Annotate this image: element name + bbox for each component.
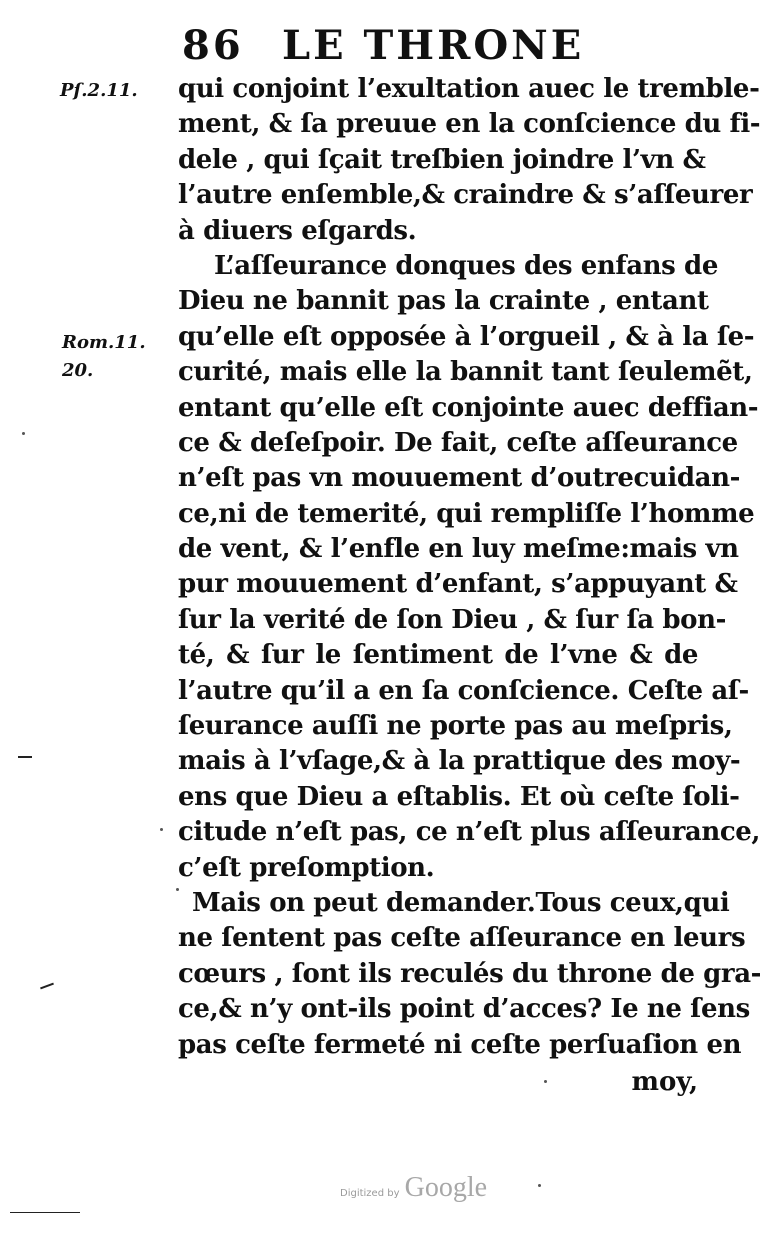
text-line: n’eſt pas vn mouuement d’outrecuidan-	[178, 463, 740, 494]
text-line: dele , qui ſçait treſbien joindre l’vn &	[178, 144, 706, 175]
text-line: à diuers eſgards.	[178, 215, 417, 246]
text-line: ce,ni de temerité, qui rempliſſe l’homme	[178, 498, 755, 529]
text-line: de vent, & l’enfle en luy meſme:mais vn	[178, 534, 739, 565]
text-line: mais à l’vſage,& à la prattique des moy-	[178, 746, 741, 777]
text-line: l’autre qu’il a en ſa conſcience. Ceſte aſ-	[178, 675, 749, 706]
text-line: ens que Dieu a eſtablis. Et où ceſte ſoli-	[178, 781, 740, 812]
text-line: pas ceſte fermeté ni ceſte perſuaſion en	[178, 1029, 742, 1060]
text-line: qui conjoint l’exultation auec le tremble-	[178, 74, 760, 104]
scan-speck	[538, 1184, 541, 1187]
body-text	[178, 72, 762, 1063]
digitized-by-label: Digitized by	[340, 1188, 400, 1199]
margin-note-romans: Rom.11.	[62, 332, 146, 353]
text-line: ment, & ſa preuue en la conſcience du fi-	[178, 109, 761, 140]
running-title: LE THRONE	[282, 22, 585, 69]
scan-mark	[40, 983, 54, 990]
google-logo: Google	[404, 1172, 488, 1203]
text-line: ce & deſeſpoir. De fait, ceſte aſſeurance	[178, 427, 738, 458]
text-line: ſeurance auſſi ne porte pas au meſpris,	[178, 711, 733, 742]
text-line: ſur la verité de ſon Dieu , & ſur ſa bon-	[178, 604, 726, 635]
text-line: ce,& n’y ont-ils point d’acces? Ie ne ſens	[178, 994, 750, 1025]
scan-speck	[160, 828, 163, 831]
page-header	[182, 22, 602, 72]
text-line: pur mouuement d’enfant, s’appuyant &	[178, 569, 738, 600]
scan-speck	[176, 888, 179, 891]
text-line: l’autre enſemble,& craindre & s’aſſeurer	[178, 180, 753, 211]
text-line: c’eſt preſomption.	[178, 852, 435, 883]
text-line: ne ſentent pas ceſte aſſeurance en leurs	[178, 923, 746, 954]
text-line: curité, mais elle la bannit tant ſeulemẽt,	[178, 357, 753, 388]
text-line: Mais on peut demander.Tous ceux,qui	[192, 887, 730, 918]
text-line: té, & ſur le ſentiment de l’vne & de	[178, 640, 698, 671]
page-number: 86	[182, 22, 244, 69]
digitization-watermark	[340, 1172, 487, 1204]
scan-mark	[18, 756, 32, 758]
text-line: Dieu ne bannit pas la crainte , entant	[178, 286, 709, 317]
catchword: moy,	[631, 1067, 698, 1097]
text-line: cœurs , ſont ils reculés du throne de gra-	[178, 958, 762, 989]
scan-mark	[10, 1212, 80, 1213]
margin-note-psalm: Pſ.2.11.	[60, 80, 138, 101]
scan-speck	[544, 1080, 547, 1083]
text-line: L’aſſeurance donques des enfans de	[214, 250, 718, 281]
margin-note-verse: 20.	[62, 360, 94, 381]
text-line: qu’elle eſt opposée à l’orgueil , & à la ſe-	[178, 321, 755, 352]
scan-speck	[22, 432, 25, 435]
text-line: entant qu’elle eſt conjointe auec deffian-	[178, 392, 759, 423]
text-line: citude n’eſt pas, ce n’eſt plus aſſeurance,	[178, 817, 761, 848]
